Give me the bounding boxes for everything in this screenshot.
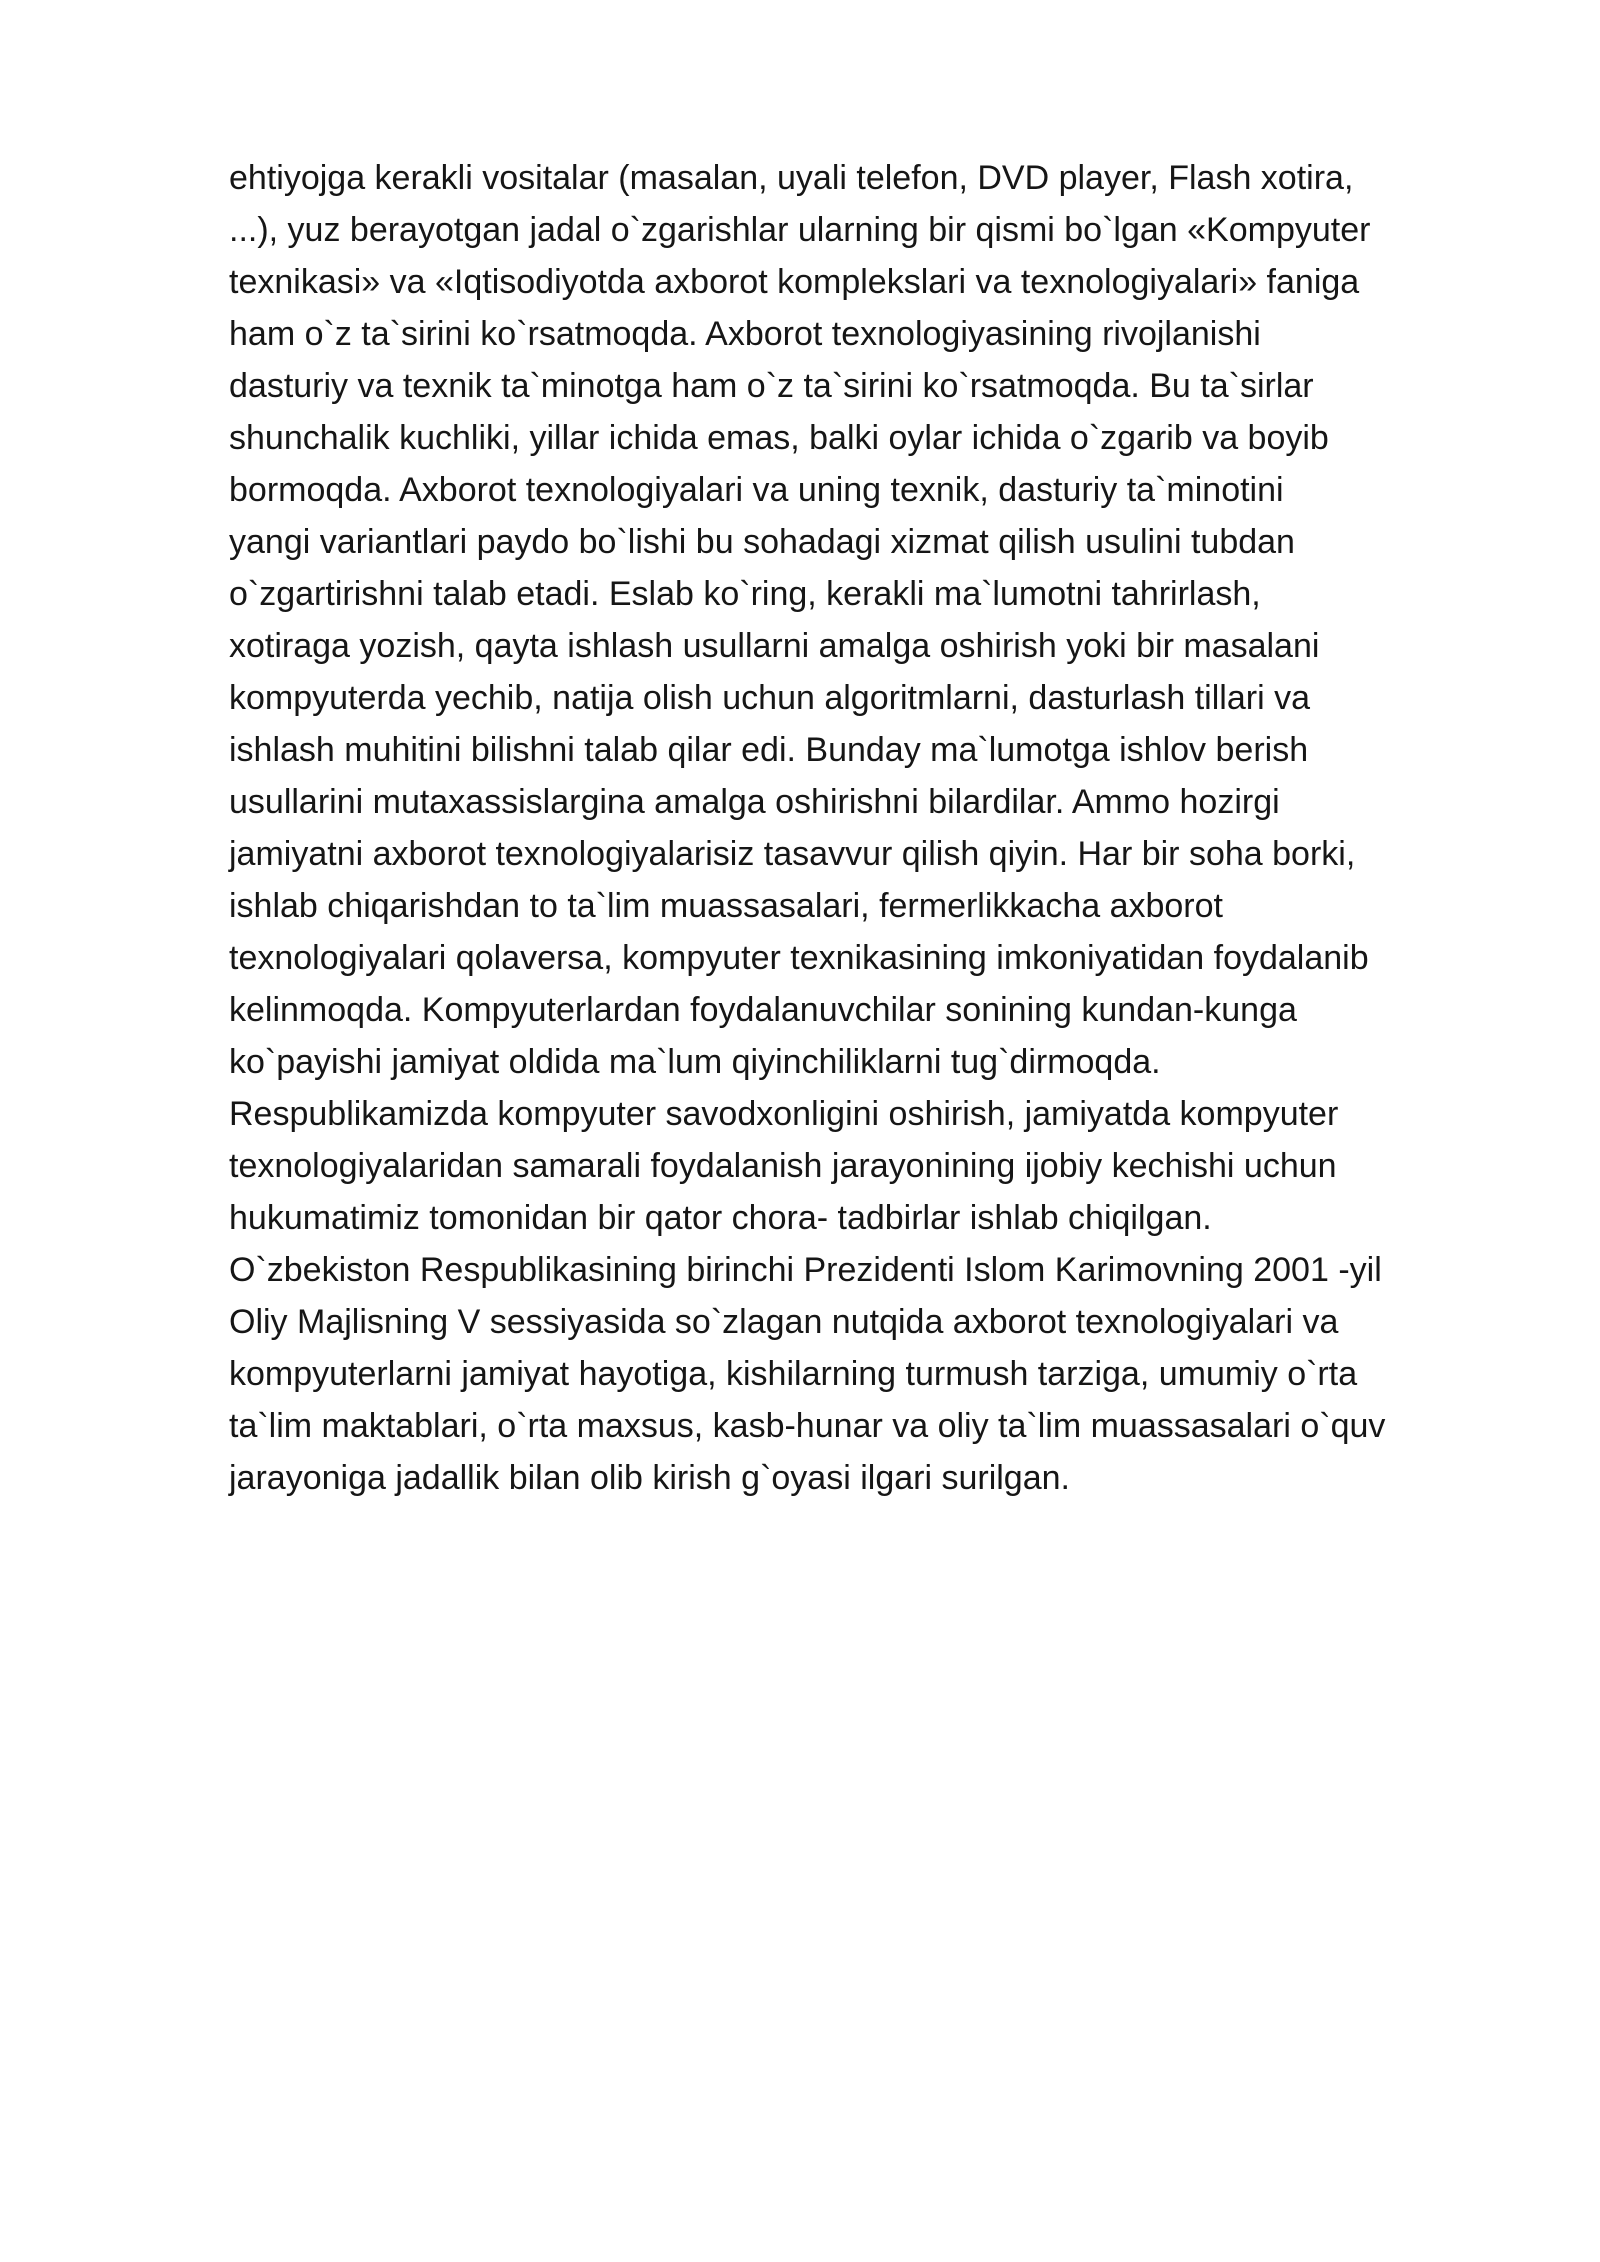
text-line: kompyuterlarni jamiyat hayotiga, kishilarning turmush tarziga, umumiy o`rta: [229, 1355, 1358, 1393]
text-line: shunchalik kuchliki, yillar ichida emas, balki oylar ichida o`zgarib va boyib: [229, 419, 1329, 457]
text-line: ehtiyojga kerakli vositalar (masalan, uyali telefon, DVD player, Flash xotira,: [229, 159, 1354, 197]
text-line: dasturiy va texnik ta`minotga ham o`z ta`sirini ko`rsatmoqda. Bu ta`sirlar: [229, 367, 1314, 405]
text-line: ham o`z ta`sirini ko`rsatmoqda. Axborot texnologiyasining rivojlanishi: [229, 315, 1261, 353]
text-line: kelinmoqda. Kompyuterlardan foydalanuvchilar sonining kundan-kunga: [229, 991, 1297, 1029]
text-line: ko`payishi jamiyat oldida ma`lum qiyinchiliklarni tug`dirmoqda.: [229, 1043, 1161, 1081]
text-line: xotiraga yozish, qayta ishlash usullarni amalga oshirish yoki bir masalani: [229, 627, 1320, 665]
text-line: O`zbekiston Respublikasining birinchi Prezidenti Islom Karimovning 2001 -yil: [229, 1251, 1382, 1289]
text-line: ...), yuz berayotgan jadal o`zgarishlar ularning bir qismi bo`lgan «Kompyuter: [229, 211, 1371, 249]
text-line: jamiyatni axborot texnologiyalarisiz tasavvur qilish qiyin. Har bir soha borki,: [229, 835, 1356, 873]
text-line: ishlab chiqarishdan to ta`lim muassasalari, fermerlikkacha axborot: [229, 887, 1223, 925]
text-line: texnologiyalaridan samarali foydalanish jarayonining ijobiy kechishi uchun: [229, 1147, 1337, 1185]
text-line: jarayoniga jadallik bilan olib kirish g`oyasi ilgari surilgan.: [229, 1459, 1070, 1497]
text-line: bormoqda. Axborot texnologiyalari va uning texnik, dasturiy ta`minotini: [229, 471, 1284, 509]
text-line: hukumatimiz tomonidan bir qator chora- tadbirlar ishlab chiqilgan.: [229, 1199, 1212, 1237]
text-line: usullarini mutaxassislargina amalga oshirishni bilardilar. Ammo hozirgi: [229, 783, 1280, 821]
text-line: ishlash muhitini bilishni talab qilar edi. Bunday ma`lumotga ishlov berish: [229, 731, 1309, 769]
text-line: texnikasi» va «Iqtisodiyotda axborot komplekslari va texnologiyalari» faniga: [229, 263, 1360, 301]
body-text: [229, 152, 1509, 1504]
text-line: kompyuterda yechib, natija olish uchun algoritmlarni, dasturlash tillari va: [229, 679, 1310, 717]
text-line: yangi variantlari paydo bo`lishi bu sohadagi xizmat qilish usulini tubdan: [229, 523, 1295, 561]
text-line: texnologiyalari qolaversa, kompyuter texnikasining imkoniyatidan foydalanib: [229, 939, 1369, 977]
text-line: Oliy Majlisning V sessiyasida so`zlagan nutqida axborot texnologiyalari va: [229, 1303, 1339, 1341]
text-line: Respublikamizda kompyuter savodxonligini oshirish, jamiyatda kompyuter: [229, 1095, 1339, 1133]
text-line: o`zgartirishni talab etadi. Eslab ko`ring, kerakli ma`lumotni tahrirlash,: [229, 575, 1261, 613]
text-line: ta`lim maktablari, o`rta maxsus, kasb-hunar va oliy ta`lim muassasalari o`quv: [229, 1407, 1386, 1445]
